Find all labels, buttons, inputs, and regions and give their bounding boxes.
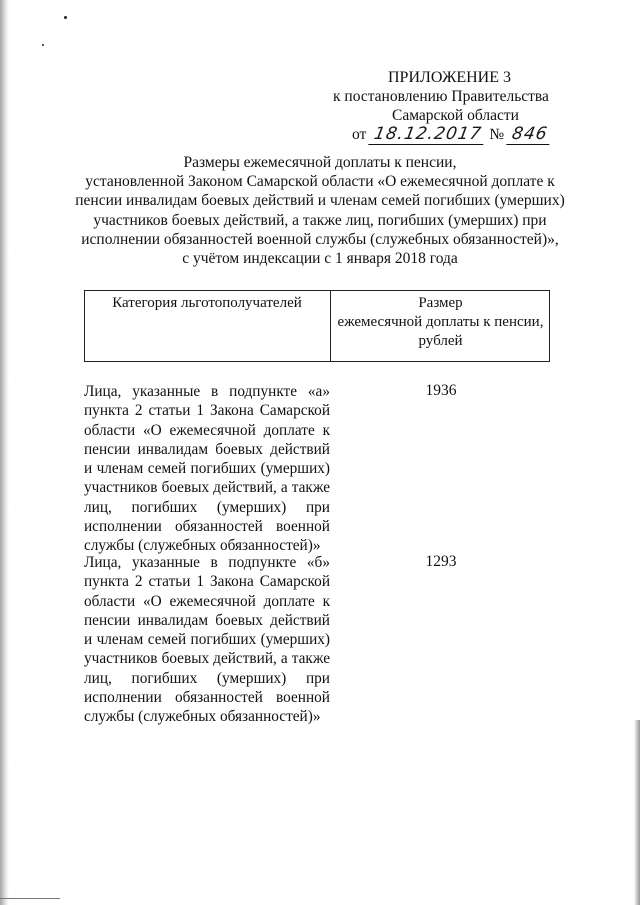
table-row-category: Лица, указанные в подпункте «б» пункта 2 статьи 1 Закона Самарской области «О ежемесячной доплате к пенсии инвалидам боевых действий и членам семей погибших (умерших) участников боевых действий, а также лиц, погибших (умерших) при исполнении обязанностей военной службы (служебных обязанностей)» (84, 554, 330, 726)
heading-line: участников боевых действий, а также лиц, погибших (умерших) при (93, 211, 547, 229)
heading-line: с учётом индексации с 1 января 2018 года (182, 250, 458, 268)
heading-line: Размеры ежемесячной доплаты к пенсии, (183, 154, 457, 171)
table-row-category: Лица, указанные в подпункте «а» пункта 2 статьи 1 Закона Самарской области «О ежемесячной доплате к пенсии инвалидам боевых действий и членам семей погибших (умерших) участников боевых действий, а также лиц, погибших (умерших) при исполнении обязанностей военной службы (служебных обязанностей)» (84, 383, 330, 555)
appendix-title: ПРИЛОЖЕНИЕ 3 (388, 69, 512, 86)
number-label: № (489, 126, 505, 143)
handwritten-number: 846 (506, 125, 553, 145)
heading-line: установленной Законом Самарской области «О ежемесячной доплате к (85, 173, 555, 191)
header-category: Категория льготополучателей (112, 295, 302, 311)
table-header (84, 290, 550, 362)
appendix-region: Самарской области (392, 107, 519, 124)
scan-speck (42, 44, 44, 46)
scan-edge-right (634, 720, 640, 905)
table-row-value: 1293 (425, 553, 457, 570)
table-row-value: 1936 (425, 382, 457, 399)
document-heading (70, 153, 570, 268)
header-size-line: рублей (418, 333, 463, 349)
appendix-block (310, 68, 560, 145)
heading-line: исполнении обязанностей военной службы (служебных обязанностей)», (81, 230, 559, 248)
header-size-line: Размер (418, 295, 463, 311)
scan-bottom-mark (0, 898, 60, 899)
scan-speck (64, 16, 67, 19)
handwritten-date: 18.12.2017 (368, 125, 487, 145)
appendix-date-number (310, 125, 560, 145)
from-label: от (352, 126, 367, 143)
header-size (331, 294, 550, 351)
heading-line: пенсии инвалидам боевых действий и членам семей погибших (умерших) (75, 192, 565, 210)
header-size-line: ежемесячной доплаты к пенсии, (337, 314, 544, 330)
scan-edge-left (0, 0, 9, 905)
appendix-resolution: к постановлению Правительства (333, 88, 549, 105)
